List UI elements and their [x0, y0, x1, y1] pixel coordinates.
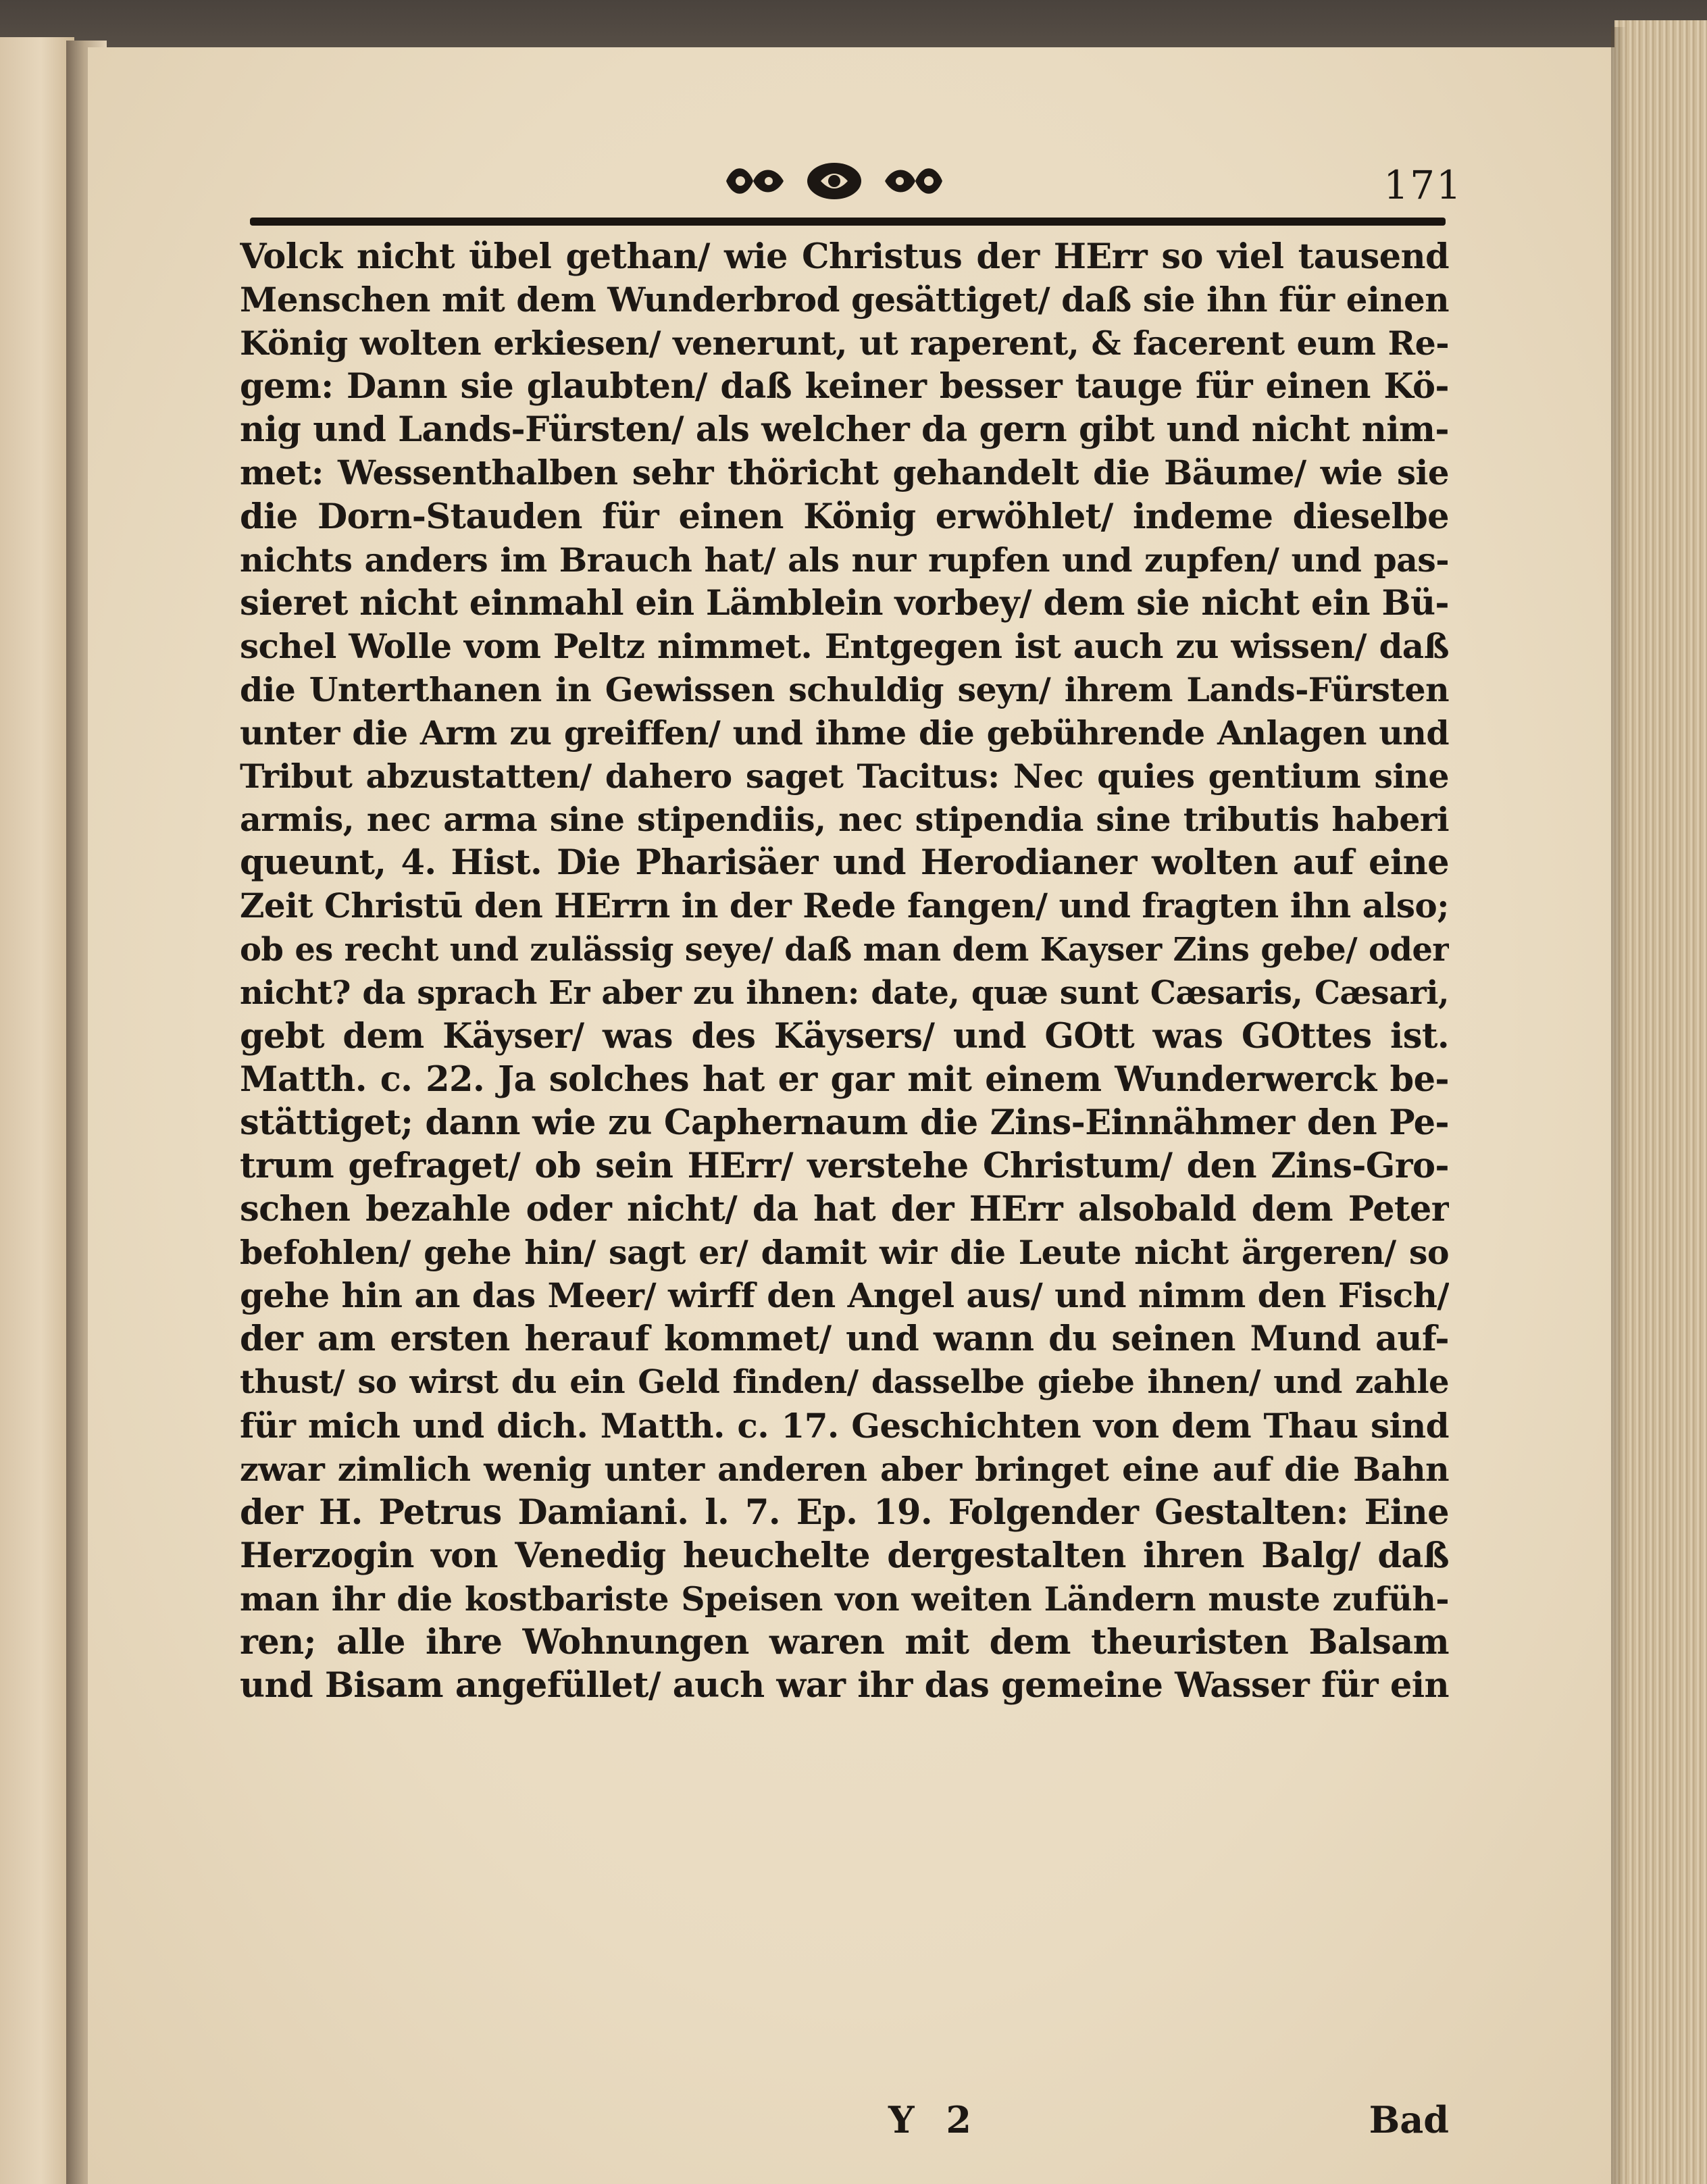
catchword: Bad	[1369, 2098, 1449, 2141]
text-line: nig und Lands-Fürsten/ als welcher da gern gibt und nicht nim-	[240, 409, 1449, 451]
text-line: Matth. c. 22. Ja solches hat er gar mit einem Wunderwerck be-	[240, 1059, 1449, 1100]
text-line: für mich und dich. Matth. c. 17. Geschichten von dem Thau sind	[240, 1405, 1449, 1446]
text-line: gehe hin an das Meer/ wirff den Angel aus/ und nimm den Fisch/	[240, 1275, 1449, 1316]
text-line: queunt, 4. Hist. Die Pharisäer und Herodianer wolten auf eine	[240, 842, 1449, 884]
text-line: stättiget; dann wie zu Caphernaum die Zins-Einnähmer den Pe-	[240, 1102, 1449, 1143]
text-line: thust/ so wirst du ein Geld finden/ dasselbe giebe ihnen/ und zahle	[240, 1363, 1449, 1402]
body-text	[240, 235, 1449, 1707]
text-line: zwar zimlich wenig unter anderen aber bringet eine auf die Bahn	[240, 1449, 1449, 1489]
page-footer	[240, 2098, 1449, 2145]
page-block-edges	[1614, 20, 1707, 2184]
fleuron-right-icon	[882, 161, 946, 201]
text-line: der H. Petrus Damiani. l. 7. Ep. 19. Folgender Gestalten: Eine	[240, 1492, 1449, 1533]
header-ornament	[723, 154, 946, 208]
text-line: schen bezahle oder nicht/ da hat der HErr alsobald dem Peter	[240, 1189, 1449, 1230]
text-line: nicht? da sprach Er aber zu ihnen: date, quæ sunt Cæsaris, Cæsari,	[240, 973, 1449, 1012]
text-line: gebt dem Käyser/ was des Käysers/ und GOtt was GOttes ist.	[240, 1015, 1449, 1057]
fleuron-center-icon	[802, 161, 867, 201]
text-line: ob es recht und zulässig seye/ daß man dem Kayser Zins gebe/ oder	[240, 930, 1449, 969]
text-line: met: Wessenthalben sehr thöricht gehandelt die Bäume/ wie sie	[240, 453, 1449, 493]
fleuron-left-icon	[723, 161, 787, 201]
text-line: Zeit Christū den HErrn in der Rede fangen/ und fragten ihn also;	[240, 886, 1449, 926]
text-line: ren; alle ihre Wohnungen waren mit dem theuristen Balsam	[240, 1622, 1449, 1662]
page-number: 171	[1383, 162, 1462, 208]
header-rule	[250, 218, 1446, 226]
text-line: trum gefraget/ ob sein HErr/ verstehe Christum/ den Zins-Gro-	[240, 1145, 1449, 1186]
text-line: Tribut abzustatten/ dahero saget Tacitus: Nec quies gentium sine	[240, 757, 1449, 796]
text-line: die Unterthanen in Gewissen schuldig seyn/ ihrem Lands-Fürsten	[240, 669, 1449, 709]
text-line: die Dorn-Stauden für einen König erwöhlet/ indeme dieselbe	[240, 496, 1449, 537]
text-line: schel Wolle vom Peltz nimmet. Entgegen ist auch zu wissen/ daß	[240, 626, 1449, 666]
text-line: befohlen/ gehe hin/ sagt er/ damit wir die Leute nicht ärgeren/ so	[240, 1233, 1449, 1273]
text-line: und Bisam angefüllet/ auch war ihr das gemeine Wasser für ein	[240, 1665, 1449, 1706]
text-line: der am ersten herauf kommet/ und wann du seinen Mund auf-	[240, 1319, 1449, 1360]
text-line: unter die Arm zu greiffen/ und ihme die gebührende Anlagen und	[240, 713, 1449, 753]
signature-mark: Y 2	[888, 2098, 981, 2141]
text-line: Volck nicht übel gethan/ wie Christus der HErr so viel tausend	[240, 236, 1449, 277]
text-line: Menschen mit dem Wunderbrod gesättiget/ daß sie ihn für einen	[240, 280, 1449, 320]
text-line: König wolten erkiesen/ venerunt, ut raperent, & facerent eum Re-	[240, 324, 1449, 363]
text-line: nichts anders im Brauch hat/ als nur rupfen und zupfen/ und pas-	[240, 540, 1449, 580]
verso-page-edge	[0, 37, 74, 2184]
text-line: armis, nec arma sine stipendiis, nec stipendia sine tributis haberi	[240, 800, 1449, 840]
text-line: sieret nicht einmahl ein Lämblein vorbey/ dem sie nicht ein Bü-	[240, 582, 1449, 624]
text-line: gem: Dann sie glaubten/ daß keiner besser tauge für einen Kö-	[240, 366, 1449, 407]
text-line: Herzogin von Venedig heuchelte dergestalten ihren Balg/ daß	[240, 1535, 1449, 1576]
text-line: man ihr die kostbariste Speisen von weiten Ländern muste zufüh-	[240, 1579, 1449, 1619]
page-edge-shadow	[1611, 27, 1626, 2184]
